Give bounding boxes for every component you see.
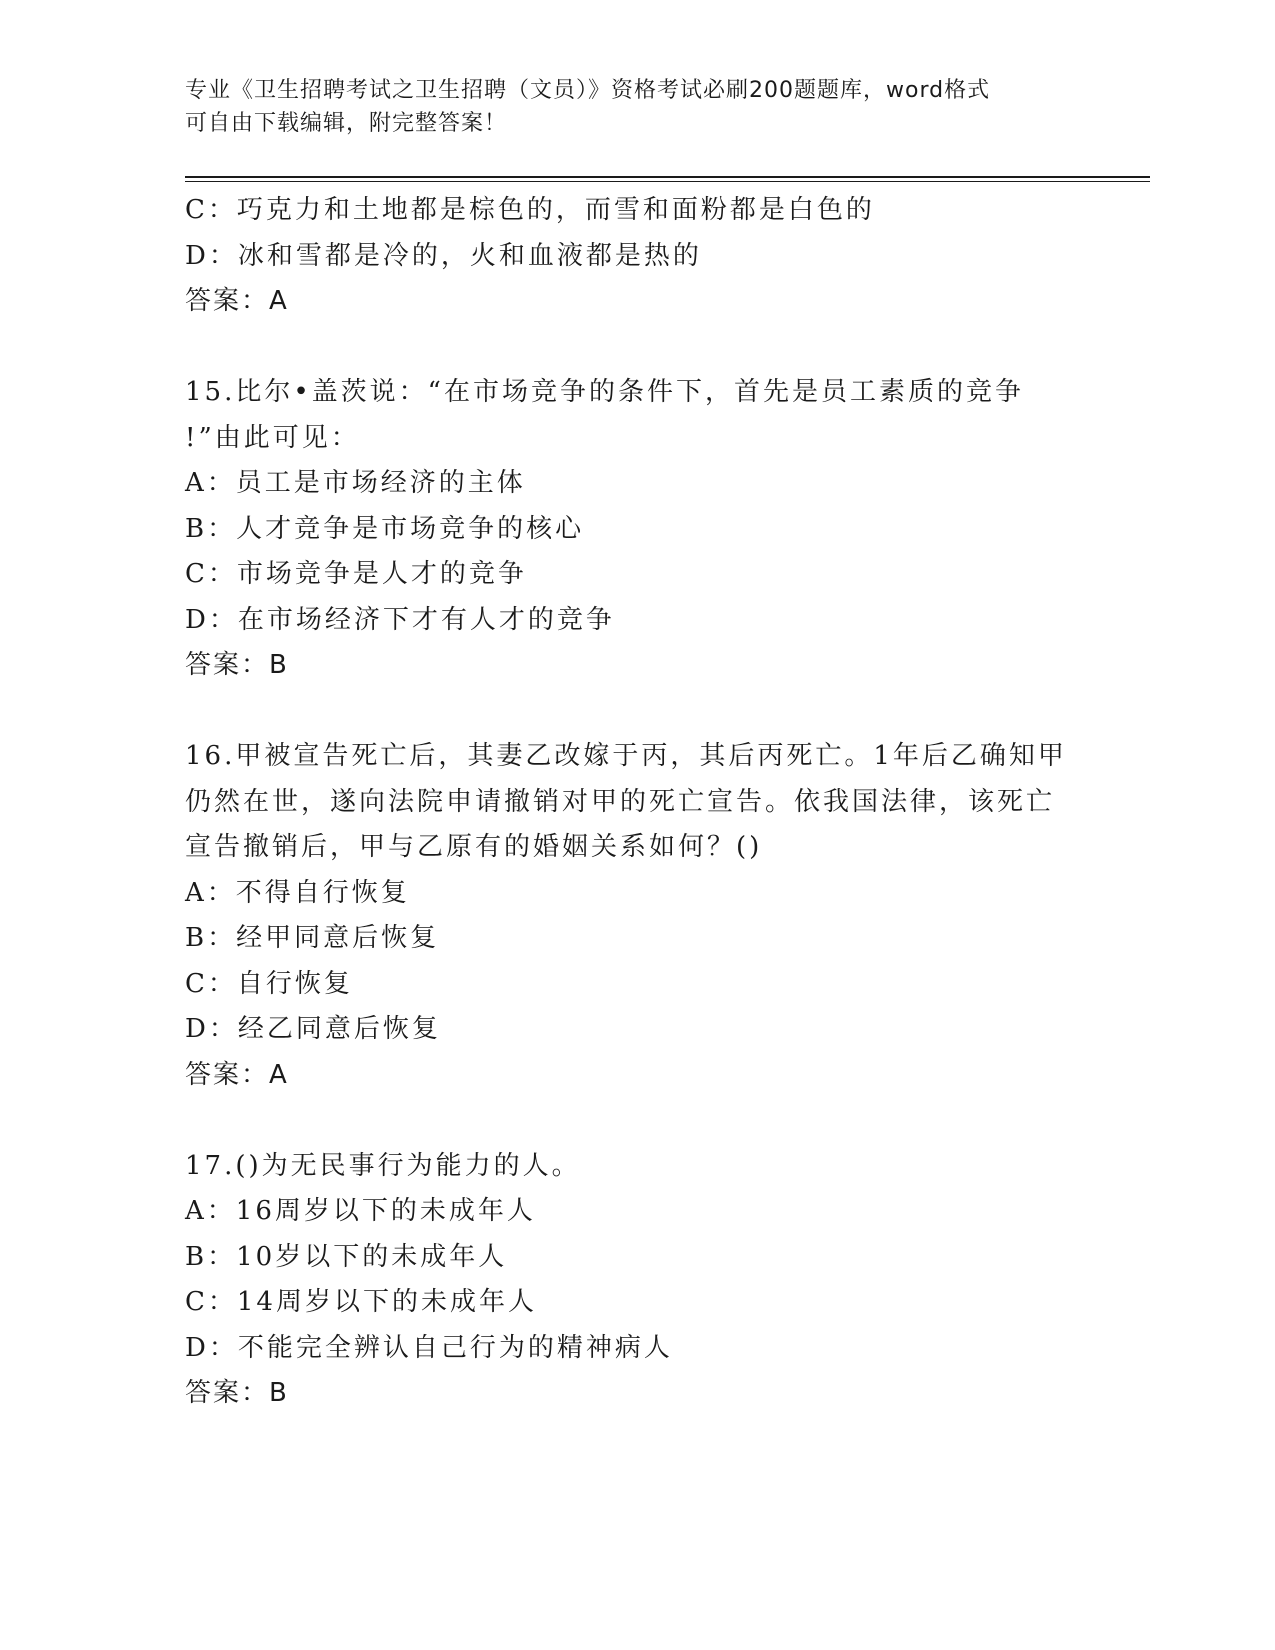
question-block-16 (185, 734, 1085, 1098)
option-c: C：14周岁以下的未成年人 (185, 1287, 537, 1317)
spacer (185, 689, 1085, 735)
option-b: B：10岁以下的未成年人 (185, 1241, 508, 1272)
option-d: D：在市场经济下才有人才的竞争 (185, 604, 615, 635)
option-c: C：市场竞争是人才的竞争 (185, 559, 527, 589)
answer-line: 答案：B (185, 1378, 289, 1408)
question-stem-line: 17.()为无民事行为能力的人。 (185, 1150, 581, 1181)
question-block-15 (185, 370, 1085, 689)
spacer (185, 1098, 1085, 1144)
answer-line: 答案：A (185, 286, 289, 316)
question-block-14 (185, 188, 1085, 325)
spacer (185, 325, 1085, 371)
option-a: A：16周岁以下的未成年人 (185, 1196, 536, 1226)
option-b: B：人才竞争是市场竞争的核心 (185, 513, 585, 544)
option-d: D：经乙同意后恢复 (185, 1014, 441, 1044)
answer-line: 答案：B (185, 650, 289, 680)
option-a: A：员工是市场经济的主体 (185, 468, 526, 498)
answer-line: 答案：A (185, 1059, 289, 1090)
document-header (185, 74, 1065, 140)
header-line-1: 专业《卫生招聘考试之卫生招聘（文员）》资格考试必刷200题题库，word格式 (185, 78, 991, 103)
question-stem-line: 宣告撤销后，甲与乙原有的婚姻关系如何？() (185, 832, 763, 862)
option-b: B：经甲同意后恢复 (185, 923, 440, 953)
question-stem-line: !”由此可见： (185, 422, 360, 453)
question-stem-line: 15.比尔•盖茨说：“在市场竞争的条件下，首先是员工素质的竞争 (185, 377, 1024, 407)
option-d: D：冰和雪都是冷的，火和血液都是热的 (185, 240, 702, 271)
header-divider-thick (185, 176, 1150, 178)
question-list (185, 188, 1085, 1417)
option-a: A：不得自行恢复 (185, 877, 410, 908)
question-block-17 (185, 1144, 1085, 1417)
header-line-2: 可自由下载编辑，附完整答案！ (185, 111, 508, 136)
option-c: C：自行恢复 (185, 968, 353, 999)
option-c: C：巧克力和土地都是棕色的，而雪和面粉都是白色的 (185, 195, 875, 225)
question-stem-line: 16.甲被宣告死亡后，其妻乙改嫁于丙，其后丙死亡。1年后乙确知甲 (185, 741, 1067, 771)
question-stem-line: 仍然在世，遂向法院申请撤销对甲的死亡宣告。依我国法律，该死亡 (185, 786, 1056, 817)
option-d: D：不能完全辨认自己行为的精神病人 (185, 1332, 673, 1363)
header-divider-thin (185, 181, 1150, 182)
